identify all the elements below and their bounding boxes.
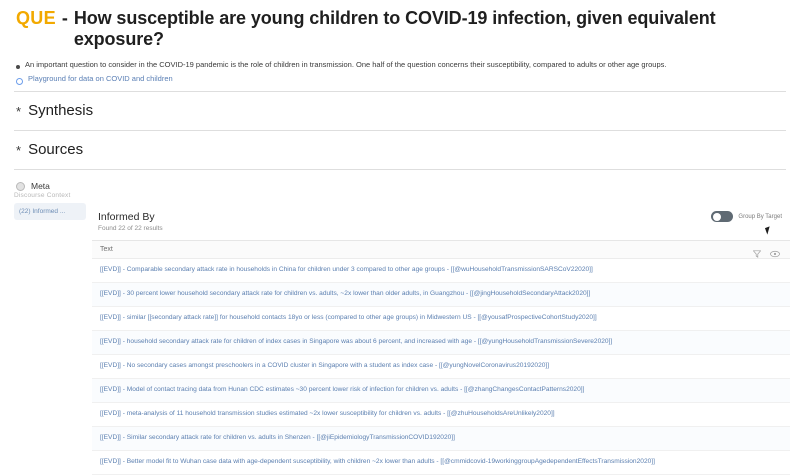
divider — [14, 130, 786, 131]
bullet-dot-icon — [16, 65, 20, 69]
results-count: Found 22 of 22 results — [98, 225, 163, 232]
question-tag: QUE — [16, 8, 56, 28]
row-text[interactable]: [[EVD]] - Model of contact tracing data from Hunan CDC estimates ~30 percent lower risk of infection for children vs. adults - [[@zhangChangesContactPatterns2020]] — [100, 386, 585, 394]
informed-by-card — [92, 205, 790, 475]
section-sources — [16, 141, 790, 158]
column-header-text[interactable]: Text — [100, 246, 113, 253]
table-row[interactable] — [92, 331, 790, 355]
intro-bullets — [16, 60, 790, 85]
section-title-sources[interactable]: Sources — [28, 141, 84, 159]
table-row[interactable] — [92, 307, 790, 331]
informed-by-chip[interactable]: (22) Informed ... — [14, 203, 86, 220]
results-table — [92, 240, 790, 475]
section-synthesis — [16, 102, 790, 119]
page-title — [10, 0, 790, 52]
row-text[interactable]: [[EVD]] - 30 percent lower household secondary attack rate for children vs. adults, ~2x lower than older adults, in Guangzhou - [[@jingHouseholdSecondaryAttack2020]] — [100, 290, 591, 298]
section-title-synthesis[interactable]: Synthesis — [28, 102, 94, 120]
row-text[interactable]: [[EVD]] - Better model fit to Wuhan case data with age-dependent susceptibility, with children ~2x lower than adults - [[@cmmidcovid-19workinggroupAgedependentEffectsTransmission2020]] — [100, 458, 655, 466]
table-row[interactable] — [92, 379, 790, 403]
table-row[interactable] — [92, 259, 790, 283]
card-title: Informed By — [98, 211, 155, 223]
meta-label[interactable]: Meta — [31, 181, 50, 192]
table-body — [92, 259, 790, 475]
bullet-text: An important question to consider in the COVID-19 pandemic is the role of children in transmission. One half of the question concerns their susceptibility, compared to adults or other age groups. — [25, 60, 667, 69]
filter-icon[interactable] — [753, 245, 761, 263]
collapse-toggle-icon[interactable]: * — [16, 104, 22, 120]
table-header-actions — [753, 245, 780, 263]
group-by-target-label: Group By Target — [738, 213, 782, 220]
divider — [14, 91, 786, 92]
toggle-knob — [713, 213, 721, 221]
card-header — [92, 205, 790, 234]
table-row[interactable] — [92, 427, 790, 451]
title-text: How susceptible are young children to COVID-19 infection, given equivalent exposure? — [73, 8, 716, 49]
discourse-context-panel — [14, 192, 86, 220]
title-dash: - — [61, 8, 68, 28]
meta-bullet-icon[interactable] — [16, 182, 25, 191]
row-text[interactable]: [[EVD]] - No secondary cases amongst preschoolers in a COVID cluster in Singapore with a student as index case - [[@yungNovelCoronavirus20192020]] — [100, 362, 550, 370]
row-text[interactable]: [[EVD]] - Comparable secondary attack rate in households in China for children under 3 compared to other age groups - [[@wuHouseholdTransmissionSARSCoV22020]] — [100, 266, 593, 274]
table-row[interactable] — [92, 355, 790, 379]
eye-icon[interactable] — [770, 245, 780, 263]
list-item[interactable] — [16, 60, 790, 70]
collapse-toggle-icon[interactable]: * — [16, 143, 22, 159]
row-text[interactable]: [[EVD]] - similar [[secondary attack rate]] for household contacts 18yo or less (compared to other age groups) in Midwestern US - [[@yousafProspectiveCohortStudy2020]] — [100, 314, 597, 322]
table-row[interactable] — [92, 451, 790, 475]
row-text[interactable]: [[EVD]] - household secondary attack rate for children of index cases in Singapore was about 6 percent, and increased with age - [[@yungHouseholdTransmissionSevere2020]] — [100, 338, 613, 346]
discourse-context-title: Discourse Context — [14, 192, 71, 199]
playground-link[interactable]: Playground for data on COVID and children — [28, 74, 173, 84]
group-by-target-control[interactable] — [711, 211, 782, 222]
row-text[interactable]: [[EVD]] - meta-analysis of 11 household transmission studies estimated ~2x lower susceptibility for children vs. adults - [[@zhuHouseholdsAreUnlikely2020]] — [100, 410, 555, 418]
group-by-target-toggle[interactable] — [711, 211, 733, 222]
table-row[interactable] — [92, 283, 790, 307]
bullet-ring-icon[interactable] — [16, 78, 23, 85]
divider — [14, 169, 786, 170]
list-item[interactable] — [16, 74, 790, 85]
meta-row[interactable] — [16, 181, 790, 191]
table-row[interactable] — [92, 403, 790, 427]
row-text[interactable]: [[EVD]] - Similar secondary attack rate for children vs. adults in Shenzen - [[@jiEpidemiologyTransmissionCOVID192020]] — [100, 434, 455, 442]
table-header-row — [92, 241, 790, 259]
